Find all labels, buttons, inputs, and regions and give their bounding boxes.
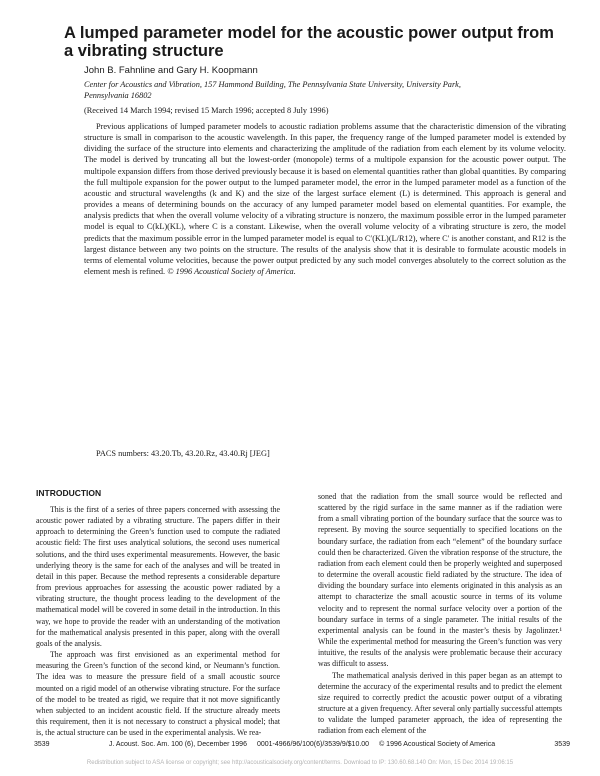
- left-column: [36, 504, 280, 738]
- paragraph: The mathematical analysis derived in this paper began as an attempt to determine the accuracy of the experimental results and to predict the element size required to correctly predict the acoustic power output of a vibrating structure at a given frequency. After several only partially successful attempts to validate the lumped parameter approach, the idea of representing the radiation from each element of the: [318, 670, 562, 736]
- redistribution-watermark: Redistribution subject to ASA license or copyright; see http://acousticalsociety.org/content/terms. Download to IP: 130.60.68.140 On: Mon, 15 Dec 2014 19:06:15: [86, 760, 514, 766]
- paragraph: This is the first of a series of three papers concerned with assessing the acoustic power radiated by a vibrating structure. The papers differ in their approach to determining the Green’s function used to compute the radiated acoustic field: The first uses analytical solutions, the second uses numerical solutions, and the third uses experimental measurements. However, the basic underlying theory is the same for each of the analyses and will be treated in detail in this paper. Because the method represents a considerable departure from previous approaches for assessing the acoustic power radiated by a vibrating structure, the thought process leading to the development of the mathematical model will be covered in some detail in the introduction. In this way, we hope to provide the reader with an understanding of the motivation for the mathematical analysis presented in this paper, along with the overall goals of the analysis.: [36, 505, 280, 648]
- abstract-copyright: © 1996 Acoustical Society of America.: [167, 267, 296, 277]
- abstract-text: Previous applications of lumped parameter models to acoustic radiation problems assume that the characteristic dimension of the vibrating structure is small in comparison to the acoustic wavelength. In this paper, the frequency range of the lumped parameter model is extended by dividing the surface of the structure into elements and characterizing the amplitude of the radiation from each element by its volume velocity. The model is derived by truncating all but the lowest-order (monopole) terms of a multipole expansion for the acoustic power output. The multipole expansion differs from those derived previously because it is based on elemental quantities rather than global quantities. By comparing the full multipole expansion for the power output to the lumped parameter model, the error in the lumped parameter model as a function of the acoustic and structural wavelengths (k and K) and the size of the largest surface element (L) is determined. This approach is general and provides a means of determining bounds on the accuracy of any lumped parameter model based on elemental quantities. For example, the analysis predicts that when the overall volume velocity of a vibrating structure is nonzero, the maximum possible error in the lumped parameter model is equal to C(kL)(KL), where C is a constant. Likewise, when the overall volume velocity of a vibrating structure is zero, the model predicts that the maximum possible error in the lumped parameter model is equal to C′(KL)(L/R12), where C′ is another constant, and R12 is the largest distance between any two points on the structure. The results of the analysis show that it is desirable to formulate acoustic models in terms of elemental volume velocities, because the power output predicted by any such model converges absolutely to the correct solution as the element mesh is refined.: [84, 122, 566, 277]
- page-number-right: 3539: [554, 741, 570, 748]
- right-column: [318, 491, 562, 736]
- article-code: 0001-4966/96/100(6)/3539/9/$10.00: [256, 741, 370, 748]
- paragraph: soned that the radiation from the small source would be reflected and scattered by the rigid surface in the same manner as if the radiation were from a small vibrating portion of the boundary surface that the source was to represent. By moving the source sequentially to specified locations on the boundary surface, the radiation from each “element” of the boundary surface could then be characterized. Given the vibration response of the structure, the radiation from each element could then be properly weighted and superposed to determine the overall acoustic field radiated by the structure. The idea of dividing the boundary surface into elements originated in this analysis as an attempt to characterize the small acoustic source in terms of its volume velocity and to represent the normal surface velocity over a portion of the boundary surface in terms of a single parameter. The initial results of the experimental analysis can be found in the master’s thesis by Jagolinzer.¹ While the experimental method for measuring the Green’s function was very intuitive, the results of the analysis were problematic because their accuracy was difficult to assess.: [318, 492, 562, 669]
- received-dates: (Received 14 March 1994; revised 15 March 1996; accepted 8 July 1996): [84, 106, 329, 115]
- paragraph: The approach was first envisioned as an experimental method for measuring the Green’s function of the second kind, or Neumann’s function. The idea was to measure the pressure field of a small acoustic source mounted on a rigid model of an otherwise vibrating structure. For the surface of the model to be treated as rigid, we require that it not move significantly when subjected to an incident acoustic field. If the structure already meets this requirement, then it is not necessary to construct a physical model; that is, the actual structure can be used in the experimental analysis. We rea-: [36, 650, 280, 738]
- authors: John B. Fahnline and Gary H. Koopmann: [84, 65, 258, 76]
- page-footer: [34, 741, 570, 748]
- affiliation: Center for Acoustics and Vibration, 157 Hammond Building, The Pennsylvania State University, University Park, Pennsylvania 16802: [84, 80, 461, 100]
- paper-title: A lumped parameter model for the acoustic power output from a vibrating structure: [64, 24, 554, 60]
- society-copyright: © 1996 Acoustical Society of America: [379, 741, 496, 748]
- page-number-left: 3539: [34, 741, 50, 748]
- abstract: [84, 121, 566, 277]
- journal-citation: J. Acoust. Soc. Am. 100 (6), December 1996: [108, 741, 247, 748]
- pacs-numbers: PACS numbers: 43.20.Tb, 43.20.Rz, 43.40.Rj [JEG]: [96, 449, 270, 458]
- section-heading: INTRODUCTION: [36, 488, 102, 498]
